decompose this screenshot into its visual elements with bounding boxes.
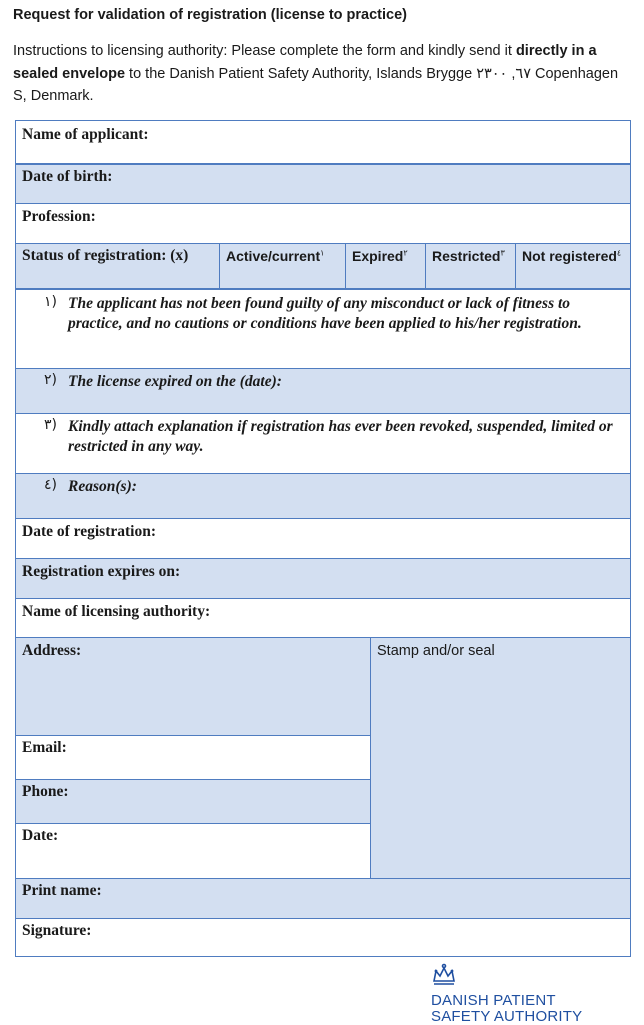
note-4-number: ٤) [44, 477, 57, 493]
phone-row[interactable] [16, 779, 370, 823]
print-name-row[interactable] [16, 878, 630, 918]
instructions-bold: directly in a sealed envelope [13, 43, 597, 82]
address-label: Address: [22, 642, 82, 659]
status-option-not-registered-label: Not registered [522, 248, 617, 264]
footnote-ref: ٤ [616, 248, 622, 258]
registration-expires-label: Registration expires on: [22, 563, 181, 580]
footnote-ref: ٣ [500, 248, 505, 258]
status-label-cell [16, 244, 219, 288]
status-row [16, 243, 630, 288]
profession-row[interactable] [16, 203, 630, 243]
footnote-ref: ٢ [403, 248, 408, 258]
email-row[interactable] [16, 735, 370, 779]
phone-label: Phone: [22, 783, 69, 800]
note-3-text: Kindly attach explanation if registration has ever been revoked, suspended, limited or restricted in any way. [68, 418, 613, 455]
print-name-label: Print name: [22, 882, 102, 899]
note-3-row[interactable] [16, 413, 630, 473]
page-title: Request for validation of registration (license to practice) [13, 7, 407, 23]
instructions-part1: Instructions to licensing authority: Please complete the form and kindly send it [13, 43, 516, 59]
status-option-active[interactable] [219, 244, 345, 288]
email-label: Email: [22, 739, 67, 756]
logo-line-1: DANISH PATIENT [431, 992, 556, 1009]
date-row[interactable] [16, 823, 370, 878]
stamp-box[interactable] [370, 637, 630, 878]
note-3-number: ٣) [44, 417, 57, 433]
status-option-restricted[interactable] [425, 244, 515, 288]
date-of-birth-row[interactable] [16, 163, 630, 203]
name-of-applicant-label: Name of applicant: [22, 126, 149, 143]
status-option-expired-label: Expired [352, 248, 404, 264]
validation-form [15, 120, 631, 957]
status-option-restricted-label: Restricted [432, 248, 501, 264]
crown-icon [431, 963, 457, 989]
note-2-row[interactable] [16, 368, 630, 413]
name-of-applicant-row[interactable] [16, 121, 630, 163]
instructions [13, 40, 628, 108]
signature-label: Signature: [22, 922, 92, 939]
date-of-registration-row[interactable] [16, 518, 630, 558]
stamp-label: Stamp and/or seal [377, 643, 495, 659]
date-label: Date: [22, 827, 59, 844]
note-1-row[interactable] [16, 288, 630, 368]
note-1-number: ١) [44, 294, 57, 310]
date-of-birth-label: Date of birth: [22, 168, 113, 185]
logo-line-2: SAFETY AUTHORITY [431, 1008, 583, 1025]
note-2-number: ٢) [44, 372, 57, 388]
status-label: Status of registration: (x) [22, 247, 189, 264]
profession-label: Profession: [22, 208, 96, 225]
note-1-text: The applicant has not been found guilty of any misconduct or lack of fitness to practice, and no cautions or conditions have been applied to his/her registration. [68, 295, 582, 332]
status-option-not-registered[interactable] [515, 244, 630, 288]
address-row[interactable] [16, 637, 370, 735]
note-4-text: Reason(s): [68, 478, 137, 495]
note-2-text: The license expired on the (date): [68, 373, 282, 390]
status-option-active-label: Active/current [226, 248, 321, 264]
instructions-part2: to the Danish Patient Safety Authority, Islands Brygge ٦٧, ٢٣٠٠ Copenhagen S, Denmark. [13, 65, 619, 104]
signature-row[interactable] [16, 918, 630, 956]
licensing-authority-label: Name of licensing authority: [22, 603, 211, 620]
note-4-row[interactable] [16, 473, 630, 518]
status-option-expired[interactable] [345, 244, 425, 288]
agency-logo [431, 963, 611, 1023]
licensing-authority-row[interactable] [16, 598, 630, 637]
footnote-ref: ١ [320, 248, 325, 258]
date-of-registration-label: Date of registration: [22, 523, 157, 540]
registration-expires-row[interactable] [16, 558, 630, 598]
